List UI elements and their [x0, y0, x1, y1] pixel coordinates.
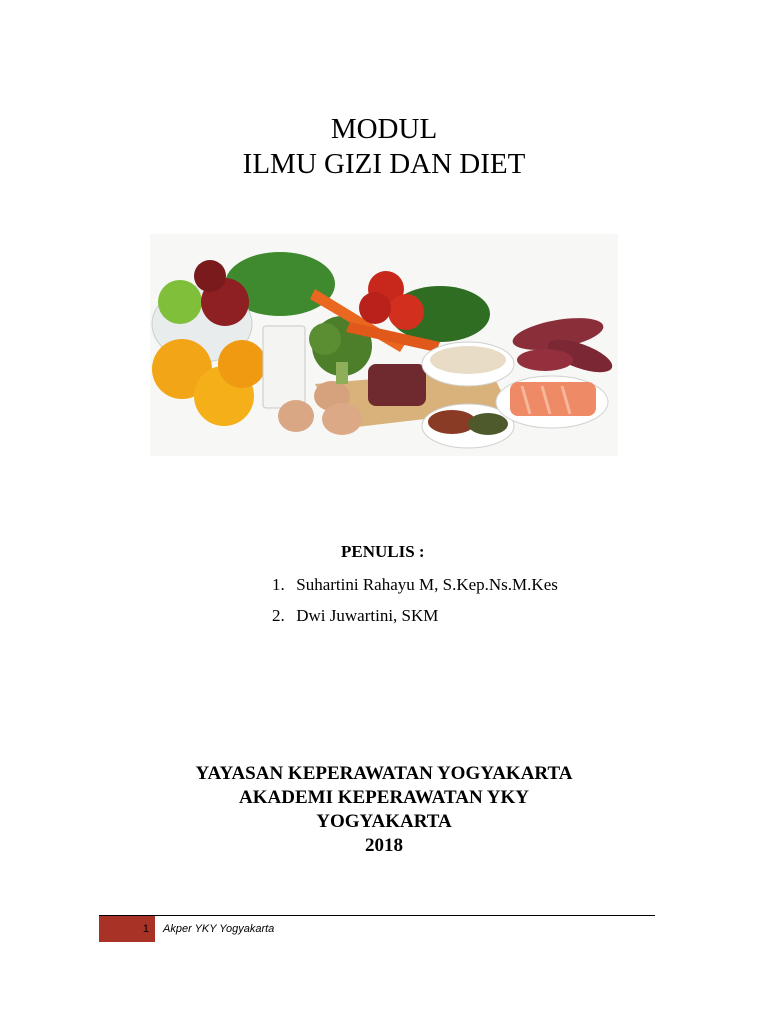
author-number: 1. [272, 575, 285, 594]
author-number: 2. [272, 606, 285, 625]
document-title [0, 112, 768, 182]
organization-block [0, 762, 768, 858]
org-line-2: AKADEMI KEPERAWATAN YKY [239, 787, 529, 808]
author-name: Dwi Juwartini, SKM [296, 606, 439, 625]
footer-text: Akper YKY Yogyakarta [163, 923, 275, 935]
food-photo [150, 234, 618, 456]
org-line-3: YOGYAKARTA [316, 811, 452, 832]
title-line-2: ILMU GIZI DAN DIET [242, 148, 526, 180]
page-number: 1 [99, 916, 155, 942]
footer-divider [99, 915, 655, 916]
authors-heading: PENULIS : [341, 542, 425, 561]
author-item [272, 606, 438, 626]
title-line-1: MODUL [330, 113, 438, 145]
org-line-4: 2018 [365, 835, 403, 856]
author-name: Suhartini Rahayu M, S.Kep.Ns.M.Kes [296, 575, 558, 594]
org-line-1: YAYASAN KEPERAWATAN YOGYAKARTA [195, 763, 573, 784]
author-item [272, 575, 558, 595]
